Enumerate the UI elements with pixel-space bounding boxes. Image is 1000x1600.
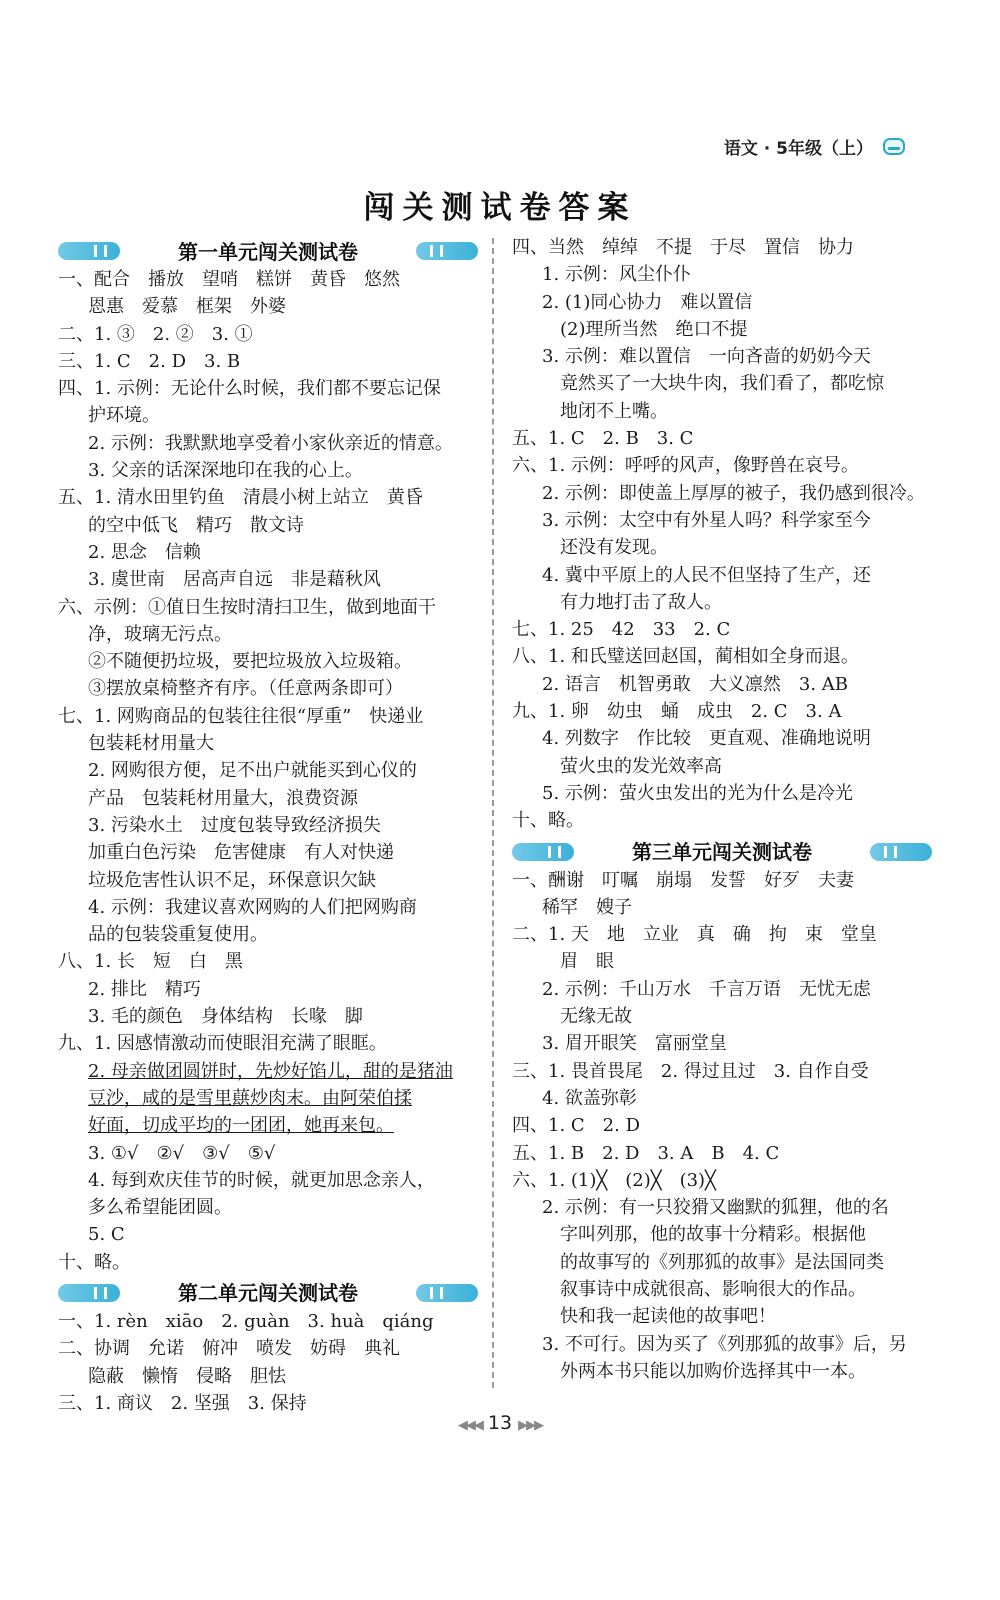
answer-line (58, 621, 478, 648)
answer-line (512, 1140, 932, 1167)
page-number: 13 (487, 1412, 513, 1434)
unit-banner (512, 835, 932, 867)
answer-line (512, 976, 932, 1003)
answer-text: 外两本书只能以加购价选择其中一本。 (560, 1360, 866, 1382)
answer-line (512, 780, 932, 807)
answer-text: 有力地打击了敌人。 (560, 591, 722, 613)
answer-text: 2. 语言 机智勇敢 大义凛然 3. AB (542, 673, 849, 695)
answer-text: 无缘无故 (560, 1006, 632, 1028)
answer-text: 四、1. 示例：无论什么时候，我们都不要忘记保 (58, 378, 441, 400)
arrow-left-icon: ◀◀◀ (457, 1418, 482, 1433)
answer-line (58, 430, 478, 457)
answer-text: (2)理所当然 绝口不提 (560, 318, 748, 340)
answer-text: 八、1. 长 短 白 黑 (58, 951, 243, 973)
left-answer-column (58, 234, 478, 1417)
answer-line (58, 266, 478, 293)
answer-line (512, 894, 932, 921)
answer-text: 八、1. 和氏璧送回赵国，蔺相如全身而退。 (512, 646, 859, 668)
answer-line (58, 894, 478, 921)
answer-line (58, 457, 478, 484)
answer-line (512, 289, 932, 316)
answer-text: 快和我一起读他的故事吧！ (560, 1306, 776, 1328)
answer-line (512, 671, 932, 698)
answer-line (512, 1003, 932, 1030)
answer-text: 一、配合 播放 望哨 糕饼 黄昏 悠然 (58, 269, 400, 290)
answer-text: 二、1. 天 地 立业 真 确 拘 束 堂皇 (512, 924, 877, 946)
answer-text: 十、略。 (58, 1251, 130, 1273)
answer-text: 十、略。 (512, 810, 584, 832)
answer-text: 竟然买了一大块牛肉，我们看了，都吃惊 (560, 373, 884, 395)
answer-text: 4. 冀中平原上的人民不但坚持了生产，还 (542, 564, 871, 586)
answer-text: 七、1. 网购商品的包装往往很“厚重” 快递业 (58, 705, 424, 727)
answer-line (58, 321, 478, 348)
banner-decoration-icon (58, 1284, 120, 1302)
unit-title: 第一单元闯关测试卷 (178, 239, 358, 264)
answer-text: ②不随便扔垃圾，要把垃圾放入垃圾箱。 (88, 651, 412, 673)
answer-text: 2. 示例：千山万水 千言万语 无忧无虑 (542, 978, 871, 1000)
unit-title: 第二单元闯关测试卷 (178, 1281, 358, 1306)
answer-text: 5. C (88, 1224, 125, 1246)
book-icon (883, 138, 905, 155)
answer-line (58, 1085, 478, 1112)
answer-text: 多么希望能团圆。 (88, 1197, 232, 1219)
banner-decoration-icon (416, 1284, 478, 1302)
answer-text: 六、1. 示例：呼呼的风声，像野兽在哀号。 (512, 455, 859, 477)
answer-line (512, 698, 932, 725)
answer-line (512, 589, 932, 616)
answer-line (58, 812, 478, 839)
answer-text: 五、1. B 2. D 3. A B 4. C (512, 1142, 780, 1164)
answer-text: 4. 列数字 作比较 更直观、准确地说明 (542, 728, 871, 750)
answer-line (58, 348, 478, 375)
answer-text: 2. 示例：我默默地享受着小家伙亲近的情意。 (88, 432, 453, 454)
answer-text: 2. 示例：有一只狡猾又幽默的狐狸，他的名 (542, 1197, 889, 1219)
answer-line (512, 1276, 932, 1303)
answer-line (512, 261, 932, 288)
subject-grade-tag (724, 134, 905, 159)
answer-line (512, 398, 932, 425)
answer-line (58, 730, 478, 757)
answer-line (512, 234, 932, 261)
answer-line (58, 594, 478, 621)
answer-text: 3. 示例：难以置信 一向吝啬的奶奶今天 (542, 346, 871, 368)
answer-text: 三、1. 畏首畏尾 2. 得过且过 3. 自作自受 (512, 1060, 869, 1082)
answer-line (58, 1249, 478, 1276)
answer-text: 萤火虫的发光效率高 (560, 755, 722, 777)
answer-line (58, 484, 478, 511)
answer-text: 包装耗材用量大 (88, 733, 214, 755)
answer-text: 三、1. C 2. D 3. B (58, 350, 241, 372)
answer-line (58, 1058, 478, 1085)
answer-line (512, 753, 932, 780)
answer-line (512, 1085, 932, 1112)
answer-text: 叙事诗中成就很高、影响很大的作品。 (560, 1278, 866, 1300)
answer-line (58, 785, 478, 812)
subject-grade-label: 语文 · 5年级（上） (723, 139, 873, 159)
answer-line (512, 370, 932, 397)
answer-text: 一、1. rèn xiāo 2. guàn 3. huà qiáng (58, 1310, 434, 1332)
answer-line (512, 948, 932, 975)
answer-line (512, 1030, 932, 1057)
answer-text: 七、1. 25 42 33 2. C (512, 619, 731, 641)
unit-banner (58, 1276, 478, 1308)
answer-text: 眉 眼 (560, 951, 614, 973)
answer-line (58, 1112, 478, 1139)
answer-text: 还没有发现。 (560, 537, 668, 559)
answer-line (512, 643, 932, 670)
answer-text: ③摆放桌椅整齐有序。（任意两条即可） (88, 678, 403, 700)
answer-text: 二、1. ③ 2. ② 3. ① (58, 323, 253, 345)
answer-text: 2. (1)同心协力 难以置信 (542, 291, 753, 313)
answer-line (512, 1331, 932, 1358)
answer-line (58, 1335, 478, 1362)
answer-text: 5. 示例：萤火虫发出的光为什么是冷光 (542, 782, 853, 804)
answer-text: 豆沙，咸的是雪里蕻炒肉末。由阿荣伯揉 (88, 1087, 412, 1109)
answer-line (58, 375, 478, 402)
answer-text: 3. 眉开眼笑 富丽堂皇 (542, 1033, 727, 1055)
answer-text: 四、当然 绰绰 不提 于尽 置信 协力 (512, 237, 854, 258)
answer-text: 3. 不可行。因为买了《列那狐的故事》后，另 (542, 1333, 907, 1355)
answer-line (58, 976, 478, 1003)
answer-text: 三、1. 商议 2. 坚强 3. 保持 (58, 1392, 307, 1414)
answer-line (512, 425, 932, 452)
answer-text: 一、酬谢 叮嘱 崩塌 发誓 好歹 夫妻 (512, 869, 854, 891)
answer-text: 五、1. 清水田里钓鱼 清晨小树上站立 黄昏 (58, 487, 423, 509)
banner-decoration-icon (512, 843, 574, 861)
answer-line (58, 921, 478, 948)
answer-text: 3. 毛的颜色 身体结构 长喙 脚 (88, 1006, 363, 1028)
answer-line (58, 1308, 478, 1335)
answer-line (58, 839, 478, 866)
answer-text: 垃圾危害性认识不足，环保意识欠缺 (88, 869, 376, 891)
answer-text: 2. 示例：即使盖上厚厚的被子，我仍感到很冷。 (542, 482, 925, 504)
answer-line (58, 566, 478, 593)
answer-line (58, 293, 478, 320)
banner-decoration-icon (416, 242, 478, 260)
arrow-right-icon: ▶▶▶ (518, 1418, 543, 1433)
answer-line (512, 1221, 932, 1248)
answer-line (58, 402, 478, 429)
answer-text: 恩惠 爱慕 框架 外婆 (88, 296, 286, 318)
answer-text: 五、1. C 2. B 3. C (512, 428, 694, 450)
answer-line (512, 725, 932, 752)
answer-text: 的空中低飞 精巧 散文诗 (88, 514, 304, 536)
answer-text: 4. 示例：我建议喜欢网购的人们把网购商 (88, 896, 417, 918)
answer-line (512, 452, 932, 479)
answer-text: 3. ①√ ②√ ③√ ⑤√ (88, 1142, 276, 1164)
answer-line (58, 757, 478, 784)
answer-line (58, 1167, 478, 1194)
answer-text: 2. 思念 信赖 (88, 541, 201, 563)
answer-line (512, 343, 932, 370)
page-number-footer (0, 1412, 1000, 1434)
answer-line (512, 616, 932, 643)
answer-line (58, 1140, 478, 1167)
answer-line (58, 648, 478, 675)
banner-decoration-icon (870, 843, 932, 861)
answer-text: 隐蔽 懒惰 侵略 胆怯 (88, 1365, 286, 1387)
answer-text: 产品 包装耗材用量大，浪费资源 (88, 787, 358, 809)
answer-text: 1. 示例：风尘仆仆 (542, 264, 691, 286)
answer-text: 加重白色污染 危害健康 有人对快递 (88, 842, 394, 864)
answer-line (512, 1194, 932, 1221)
unit-banner (58, 234, 478, 266)
answer-line (58, 512, 478, 539)
column-divider (492, 238, 494, 1388)
answer-line (512, 1358, 932, 1385)
answer-line (512, 807, 932, 834)
answer-line (512, 562, 932, 589)
answer-line (512, 507, 932, 534)
answer-line (58, 948, 478, 975)
answer-text: 3. 示例：太空中有外星人吗？科学家至今 (542, 509, 871, 531)
answer-line (512, 867, 932, 894)
answer-text: 六、示例：①值日生按时清扫卫生，做到地面干 (58, 596, 436, 618)
answer-text: 地闭不上嘴。 (560, 400, 668, 422)
answer-line (58, 675, 478, 702)
answer-line (512, 534, 932, 561)
answer-text: 净，玻璃无污点。 (88, 623, 232, 645)
answer-line (512, 1303, 932, 1330)
answer-text: 3. 父亲的话深深地印在我的心上。 (88, 460, 363, 482)
answer-text: 六、1. (1)╳ (2)╳ (3)╳ (512, 1169, 716, 1191)
answer-text: 四、1. C 2. D (512, 1115, 640, 1137)
answer-text: 九、1. 卵 幼虫 蛹 成虫 2. C 3. A (512, 701, 842, 723)
answer-line (58, 1194, 478, 1221)
answer-line (58, 539, 478, 566)
answer-line (512, 1167, 932, 1194)
answer-text: 二、协调 允诺 俯冲 喷发 妨碍 典礼 (58, 1338, 400, 1360)
answer-text: 品的包装袋重复使用。 (88, 924, 268, 946)
page-title: 闯关测试卷答案 (363, 190, 637, 226)
banner-decoration-icon (58, 242, 120, 260)
answer-text: 3. 虞世南 居高声自远 非是藉秋风 (88, 569, 381, 591)
answer-text: 2. 排比 精巧 (88, 978, 201, 1000)
answer-text: 的故事写的《列那狐的故事》是法国同类 (560, 1251, 884, 1273)
answer-line (512, 1249, 932, 1276)
answer-line (58, 1363, 478, 1390)
answer-text: 字叫列那，他的故事十分精彩。根据他 (560, 1224, 866, 1246)
answer-text: 护环境。 (88, 405, 160, 427)
answer-line (58, 703, 478, 730)
answer-line (58, 867, 478, 894)
answer-text: 4. 每到欢庆佳节的时候，就更加思念亲人， (88, 1169, 435, 1191)
right-answer-column (512, 234, 932, 1385)
answer-line (512, 1058, 932, 1085)
answer-text: 4. 欲盖弥彰 (542, 1087, 637, 1109)
answer-line (512, 921, 932, 948)
answer-text: 2. 网购很方便，足不出户就能买到心仪的 (88, 760, 417, 782)
answer-line (58, 1003, 478, 1030)
answer-line (58, 1030, 478, 1057)
answer-line (58, 1221, 478, 1248)
answer-text: 3. 污染水土 过度包装导致经济损失 (88, 814, 381, 836)
answer-line (512, 1112, 932, 1139)
answer-text: 好面，切成平均的一团团，她再来包。 (88, 1115, 394, 1137)
answer-line (512, 316, 932, 343)
answer-text: 2. 母亲做团圆饼时，先炒好馅儿，甜的是猪油 (88, 1060, 453, 1082)
answer-text: 稀罕 嫂子 (542, 896, 632, 918)
unit-title: 第三单元闯关测试卷 (632, 840, 812, 865)
answer-text: 九、1. 因感情激动而使眼泪充满了眼眶。 (58, 1033, 387, 1055)
answer-line (512, 480, 932, 507)
